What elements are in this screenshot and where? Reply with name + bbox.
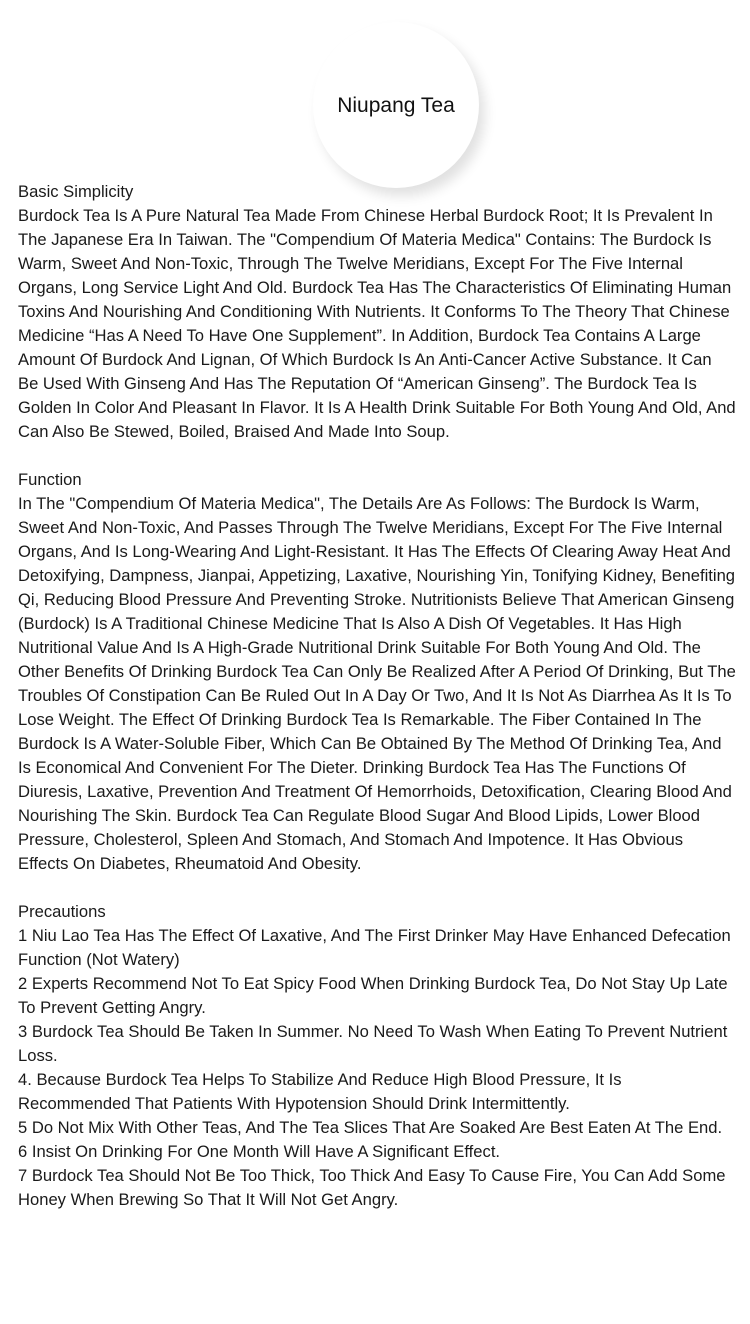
page-title: Niupang Tea xyxy=(337,93,455,117)
section-precautions xyxy=(18,900,736,1212)
precaution-item: 2 Experts Recommend Not To Eat Spicy Food When Drinking Burdock Tea, Do Not Stay Up Late To Prevent Getting Angry. xyxy=(18,974,728,1017)
article-content xyxy=(18,180,736,1212)
section-function xyxy=(18,468,736,876)
precaution-item: 1 Niu Lao Tea Has The Effect Of Laxative, And The First Drinker May Have Enhanced Defecation Function (Not Watery) xyxy=(18,926,731,969)
precaution-item: 3 Burdock Tea Should Be Taken In Summer. No Need To Wash When Eating To Prevent Nutrient Loss. xyxy=(18,1022,728,1065)
section-heading: Precautions xyxy=(18,902,106,921)
section-basic-simplicity xyxy=(18,180,736,444)
precaution-item: 5 Do Not Mix With Other Teas, And The Tea Slices That Are Soaked Are Best Eaten At The End. xyxy=(18,1118,723,1137)
section-paragraph: Burdock Tea Is A Pure Natural Tea Made From Chinese Herbal Burdock Root; It Is Prevalent In The Japanese Era In Taiwan. The "Compendium Of Materia Medica" Contains: The Burdock Is Warm, Sweet And Non-Toxic, Through The Twelve Meridians, Except For The Five Internal Organs, Long Service Light And Old. Burdock Tea Has The Characteristics Of Eliminating Human Toxins And Nourishing And Conditioning With Nutrients. It Conforms To The Theory That Chinese Medicine “Has A Need To Have One Supplement”. In Addition, Burdock Tea Contains A Large Amount Of Burdock And Lignan, Of Which Burdock Is An Anti-Cancer Active Substance. It Can Be Used With Ginseng And Has The Reputation Of “American Ginseng”. The Burdock Tea Is Golden In Color And Pleasant In Flavor. It Is A Health Drink Suitable For Both Young And Old, And Can Also Be Stewed, Boiled, Braised And Made Into Soup. xyxy=(18,206,736,441)
section-paragraph: In The "Compendium Of Materia Medica", The Details Are As Follows: The Burdock Is Warm, Sweet And Non-Toxic, And Passes Through The Twelve Meridians, Except For The Five Internal Organs, And Is Long-Wearing And Light-Resistant. It Has The Effects Of Clearing Away Heat And Detoxifying, Dampness, Jianpai, Appetizing, Laxative, Nourishing Yin, Tonifying Kidney, Benefiting Qi, Reducing Blood Pressure And Preventing Stroke. Nutritionists Believe That American Ginseng (Burdock) Is A Traditional Chinese Medicine That Is Also A Dish Of Vegetables. It Has High Nutritional Value And Is A High-Grade Nutritional Drink Suitable For Both Young And Old. The Other Benefits Of Drinking Burdock Tea Can Only Be Realized After A Period Of Drinking, But The Troubles Of Constipation Can Be Ruled Out In A Day Or Two, And It Is Not As Diarrhea As It Is To Lose Weight. The Effect Of Drinking Burdock Tea Is Remarkable. The Fiber Contained In The Burdock Is A Water-Soluble Fiber, Which Can Be Obtained By The Method Of Drinking Tea, And Is Economical And Convenient For The Dieter. Drinking Burdock Tea Has The Functions Of Diuresis, Laxative, Prevention And Treatment Of Hemorrhoids, Detoxification, Clearing Blood And Nourishing The Skin. Burdock Tea Can Regulate Blood Sugar And Blood Lipids, Lower Blood Pressure, Cholesterol, Spleen And Stomach, And Stomach And Impotence. It Has Obvious Effects On Diabetes, Rheumatoid And Obesity. xyxy=(18,494,736,873)
precaution-item: 7 Burdock Tea Should Not Be Too Thick, Too Thick And Easy To Cause Fire, You Can Add Some Honey When Brewing So That It Will Not Get Angry. xyxy=(18,1166,726,1209)
section-heading: Basic Simplicity xyxy=(18,182,134,201)
precaution-item: 6 Insist On Drinking For One Month Will Have A Significant Effect. xyxy=(18,1142,501,1161)
title-badge xyxy=(313,22,479,188)
section-heading: Function xyxy=(18,470,82,489)
precaution-item: 4. Because Burdock Tea Helps To Stabilize And Reduce High Blood Pressure, It Is Recommended That Patients With Hypotension Should Drink Intermittently. xyxy=(18,1070,622,1113)
